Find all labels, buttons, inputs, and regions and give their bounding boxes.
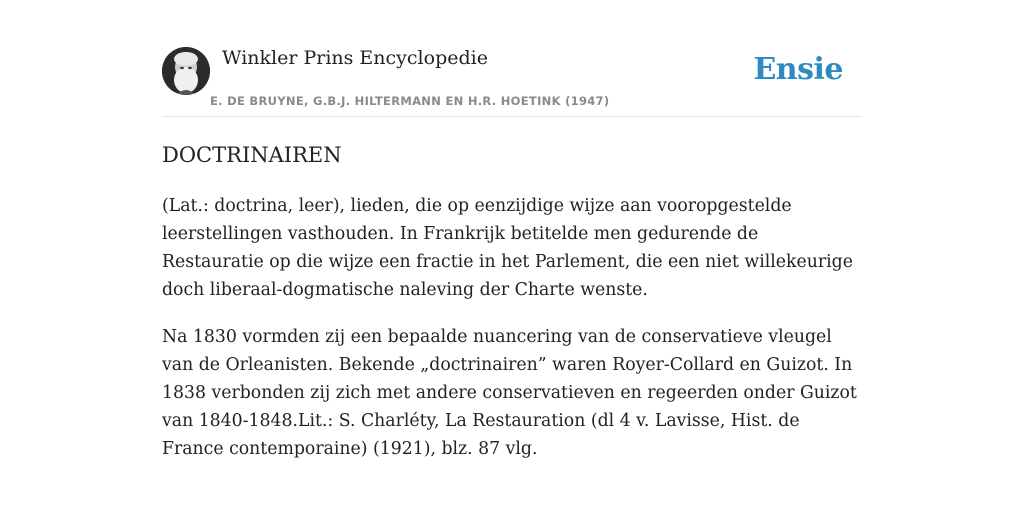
source-authors: E. DE BRUYNE, G.B.J. HILTERMANN EN H.R. HOETINK (1947) <box>210 94 610 108</box>
article-title: DOCTRINAIREN <box>162 143 342 167</box>
article <box>162 140 862 482</box>
article-body <box>162 192 862 463</box>
ensie-logo[interactable]: Ensie <box>753 52 843 87</box>
author-avatar <box>162 47 210 95</box>
article-paragraph: (Lat.: doctrina, leer), lieden, die op eenzijdige wijze aan vooropgestelde leerstellingen vasthouden. In Frankrijk betitelde men gedurende de Restauratie op die wijze een fractie in het Parlement, die een niet willekeurige doch liberaal-dogmatische naleving der Charte wenste. <box>162 196 853 300</box>
author-portrait-icon <box>162 47 210 95</box>
source-header <box>162 46 862 117</box>
article-paragraph: Na 1830 vormden zij een bepaalde nuancering van de conservatieve vleugel van de Orleanisten. Bekende „doctrinairen” waren Royer-Collard en Guizot. In 1838 verbonden zij zich met andere conservatieven en regeerden onder Guizot van 1840-1848.Lit.: S. Charléty, La Restauration (dl 4 v. Lavisse, Hist. de France contemporaine) (1921), blz. 87 vlg. <box>162 327 857 459</box>
source-title[interactable]: Winkler Prins Encyclopedie <box>222 47 488 69</box>
